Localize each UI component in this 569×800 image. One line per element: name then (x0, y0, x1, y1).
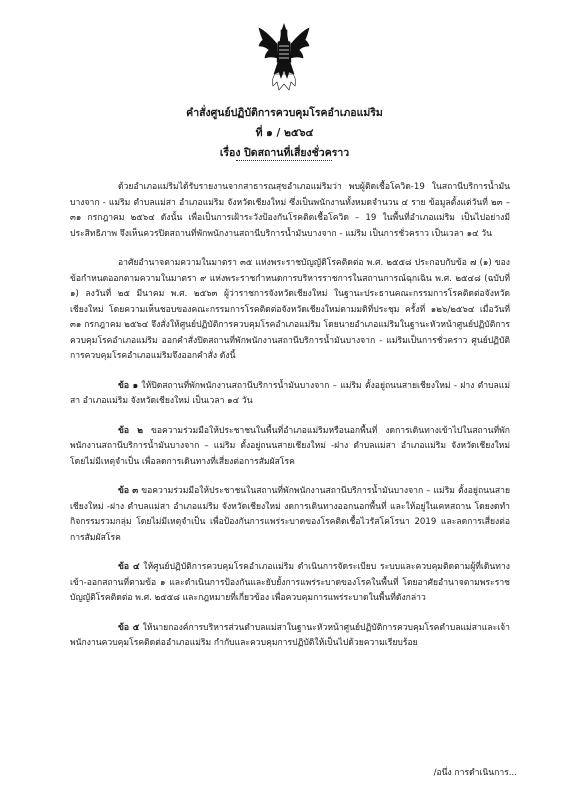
clause-label: ข้อ ๓ (118, 486, 139, 496)
order-number: ที่ ๑ / ๒๕๖๔ (255, 127, 314, 139)
clause-label: ข้อ ๒ (118, 425, 143, 436)
clause-label: ข้อ ๔ (118, 562, 140, 572)
clause-5: ข้อ ๕ ให้นายกองค์การบริหารส่วนตำบลแม่สาในฐานะหัวหน้าศูนย์ปฏิบัติการควบคุมโรคตำบลแม่สาและเจ้าพนักงานควบคุมโรคติดต่ออำเภอแม่ริม กำกับและควบคุมการปฏิบัติให้เป็นไปด้วยความเรียบร้อย (70, 622, 510, 648)
garuda-emblem-icon (257, 22, 311, 94)
paragraph-authority: อาศัยอำนาจตามความในมาตรา ๓๕ แห่งพระราชบัญญัติโรคติดต่อ พ.ศ. ๒๕๕๘ ประกอบกับข้อ ๗ (๑) ของข้อกำหนดออกตามความในมาตรา ๙ แห่งพระราชกำหนดการบริหารราชการในสถานการณ์ฉุกเฉิน พ.ศ. ๒๕๔๘ (ฉบับที่ ๑) ลงวันที่ ๒๕ มีนาคม พ.ศ. ๒๕๖๓ ผู้ว่าราชการจังหวัดเชียงใหม่ ในฐานะประธานคณะกรรมการโรคติดต่อจังหวัดเชียงใหม่ โดยความเห็นชอบของคณะกรรมการโรคติดต่อจังหวัดเชียงใหม่ตามมติที่ประชุม ครั้งที่ ๑๒๖/๒๕๖๔ เมื่อวันที่ ๓๑ กรกฎาคม ๒๕๖๔ จึงสั่งให้ศูนย์ปฏิบัติการควบคุมโรคอำเภอแม่ริม โดยนายอำเภอแม่ริมในฐานะหัวหน้าศูนย์ปฏิบัติการควบคุมโรคอำเภอแม่ริม ออกคำสั่งปิดสถานที่พักพนักงานสถานีบริการน้ำมันบางจาก - แม่ริมเป็นการชั่วคราว ศูนย์ปฏิบัติการควบคุมโรคอำเภอแม่ริมจึงออกคำสั่ง ดังนี้ (70, 258, 510, 361)
continuation-note: /อนึ่ง การดำเนินการ... (433, 768, 517, 778)
clause-3: ข้อ ๓ ขอความร่วมมือให้ประชาชนในสถานที่พักพนักงานสถานีบริการน้ำมันบางจาก – แม่ริม ตั้งอยู่ถนนสายเชียงใหม่ -ฝาง ตำบลแม่สา อำเภอแม่ริม จังหวัดเชียงใหม่ งดการเดินทางออกนอกพื้นที่ และให้อยู่ในเคหสถาน โดยงดทำกิจกรรมรวมกลุ่ม โดยไม่มีเหตุจำเป็น เพื่อป้องกันการแพร่ระบาดของโรคติดเชื้อไวรัสโคโรนา 2019 และลดการเสี่ยงต่อการสัมผัสโรค (70, 486, 511, 543)
dotted-divider (236, 160, 332, 161)
order-title: คำสั่งศูนย์ปฏิบัติการควบคุมโรคอำเภอแม่ริม (186, 107, 383, 119)
clause-label: ข้อ ๕ (118, 622, 140, 633)
clause-4: ข้อ ๔ ให้ศูนย์ปฏิบัติการควบคุมโรคอำเภอแม่ริม ดำเนินการจัดระเบียบ ระบบและควบคุมติดตามผู้ที่เดินทางเข้า-ออกสถานที่ตามข้อ ๑ และดำเนินการป้องกันและยับยั้งการแพร่ระบาดของโรคในพื้นที่ โดยอาศัยอำนาจตามพระราชบัญญัติโรคติดต่อ พ.ศ. ๒๕๕๘ และกฎหมายที่เกี่ยวข้อง เพื่อควบคุมการแพร่ระบาดในพื้นที่ดังกล่าว (70, 562, 510, 603)
clause-1: ข้อ ๑ ให้ปิดสถานที่พักพนักงานสถานีบริการน้ำมันบางจาก – แม่ริม ตั้งอยู่ถนนสายเชียงใหม่ - ฝาง ตำบลแม่สา อำเภอแม่ริม จังหวัดเชียงใหม่ เป็นเวลา ๑๔ วัน (70, 380, 511, 406)
clause-2: ข้อ ๒ ขอความร่วมมือให้ประชาชนในพื้นที่อำเภอแม่ริมหรือนอกพื้นที่ งดการเดินทางเข้าไปในสถานที่พักพนักงานสถานีบริการน้ำมันบางจาก – แม่ริม ตั้งอยู่ถนนสายเชียงใหม่ -ฝาง ตำบลแม่สา อำเภอแม่ริม จังหวัดเชียงใหม่ โดยไม่มีเหตุจำเป็น เพื่อลดการเดินทางที่เสี่ยงต่อการสัมผัสโรค (70, 425, 510, 467)
paragraph-intro: ด้วยอำเภอแม่ริมได้รับรายงานจากสาธารณสุขอำเภอแม่ริมว่า พบผู้ติดเชื้อโควิด-19 ในสถานีบริการน้ำมันบางจาก - แม่ริม ตำบลแม่สา อำเภอแม่ริม จังหวัดเชียงใหม่ ซึ่งเป็นพนักงานทั้งหมดจำนวน ๔ ราย ข้อมูลตั้งแต่วันที่ ๒๓ – ๓๑ กรกฎาคม ๒๕๖๔ ดังนั้น เพื่อเป็นการเฝ้าระวังป้องกันโรคติดเชื้อโควิด – 19 ในพื้นที่อำเภอแม่ริม เป็นไปอย่างมีประสิทธิภาพ จึงเห็นควรปิดสถานที่พักพนักงานสถานีบริการน้ำมันบางจาก - แม่ริม เป็นการชั่วคราว เป็นเวลา ๑๔ วัน (70, 182, 510, 239)
order-subject: เรื่อง ปิดสถานที่เสี่ยงชั่วคราว (219, 147, 350, 159)
order-body (70, 180, 510, 666)
clause-label: ข้อ ๑ (118, 380, 139, 391)
